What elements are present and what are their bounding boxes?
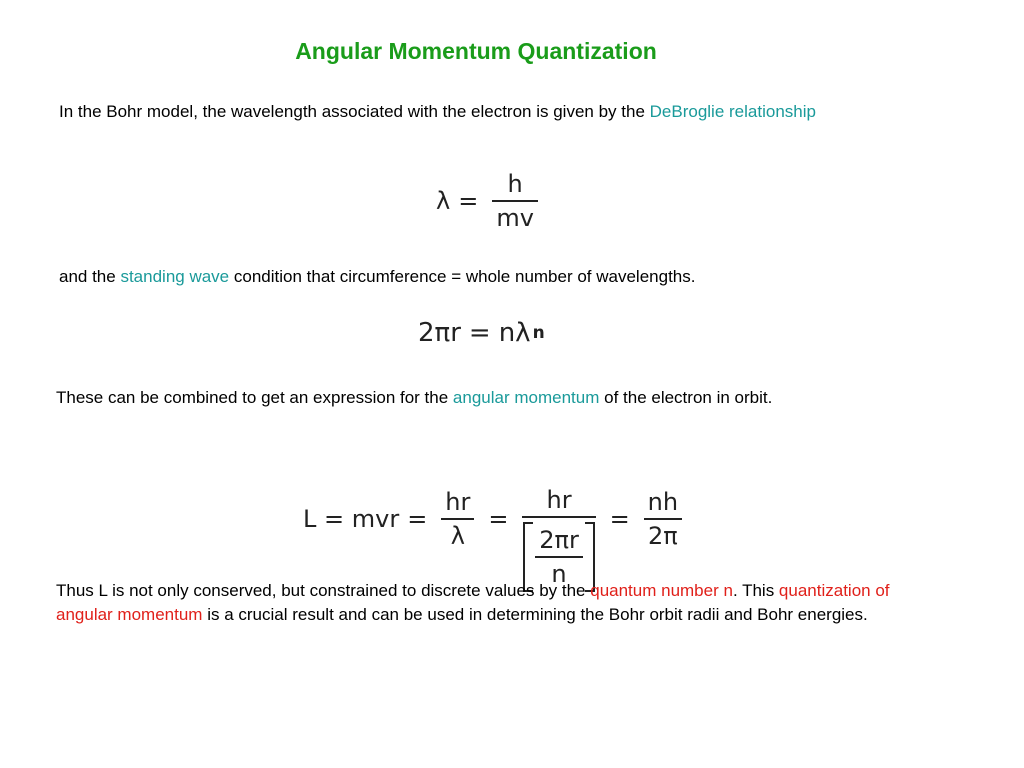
hr-over-bracket-fraction <box>522 486 595 592</box>
n-subscript: n <box>532 323 545 343</box>
numerator: nh <box>647 488 679 516</box>
standing-wave-paragraph <box>59 265 695 289</box>
conclusion-mid: . This <box>732 581 779 600</box>
conclusion-post: is a crucial result and can be used in determining the Bohr orbit radii and Bohr energies. <box>202 605 868 624</box>
numerator: 2πr <box>539 526 579 554</box>
lambda-symbol: λ <box>436 187 451 215</box>
quantum-number-link[interactable]: quantum number n <box>590 581 733 600</box>
l-mvr-expr: L = mvr <box>303 505 400 533</box>
angular-momentum-link[interactable]: angular momentum <box>452 388 600 407</box>
standing-wave-pre: and the <box>59 267 121 286</box>
intro-paragraph <box>59 100 816 124</box>
hr-over-lambda-fraction <box>441 488 474 550</box>
numerator: h <box>507 170 523 198</box>
conclusion-paragraph <box>56 579 936 627</box>
denominator: 2π <box>648 522 678 550</box>
standing-wave-post: condition that circumference = whole number of wavelengths. <box>229 267 696 286</box>
nh-over-2pi-fraction <box>644 488 682 550</box>
angular-momentum-equation <box>303 446 688 592</box>
n-lambda-expr: nλ <box>498 318 531 348</box>
equals-sign: = <box>458 187 479 215</box>
combine-paragraph <box>56 386 772 410</box>
fraction-bar <box>522 516 595 518</box>
denominator: n <box>551 560 567 588</box>
intro-text: In the Bohr model, the wavelength associated with the electron is given by the <box>59 102 650 121</box>
denominator: mv <box>496 204 534 232</box>
conclusion-pre: Thus L is not only conserved, but constrained to discrete values by the <box>56 581 591 600</box>
equals-sign-2: = <box>488 505 509 533</box>
combine-post: of the electron in orbit. <box>599 388 773 407</box>
slide-title: Angular Momentum Quantization <box>295 38 657 64</box>
denominator: λ <box>450 522 465 550</box>
debroglie-link[interactable]: DeBroglie relationship <box>649 102 816 121</box>
numerator: hr <box>546 486 572 514</box>
combine-pre: These can be combined to get an expression for the <box>56 388 453 407</box>
numerator: hr <box>445 488 471 516</box>
circumference-expr: 2πr <box>418 318 461 348</box>
equals-sign-3: = <box>609 505 630 533</box>
standing-wave-link[interactable]: standing wave <box>120 267 230 286</box>
h-over-mv-fraction <box>492 170 538 232</box>
debroglie-equation <box>436 170 544 232</box>
quantization-link[interactable]: quantization of angular momentum <box>56 581 890 624</box>
standing-wave-equation <box>418 318 545 348</box>
equals-sign: = <box>468 318 491 348</box>
equals-sign-1: = <box>407 505 428 533</box>
